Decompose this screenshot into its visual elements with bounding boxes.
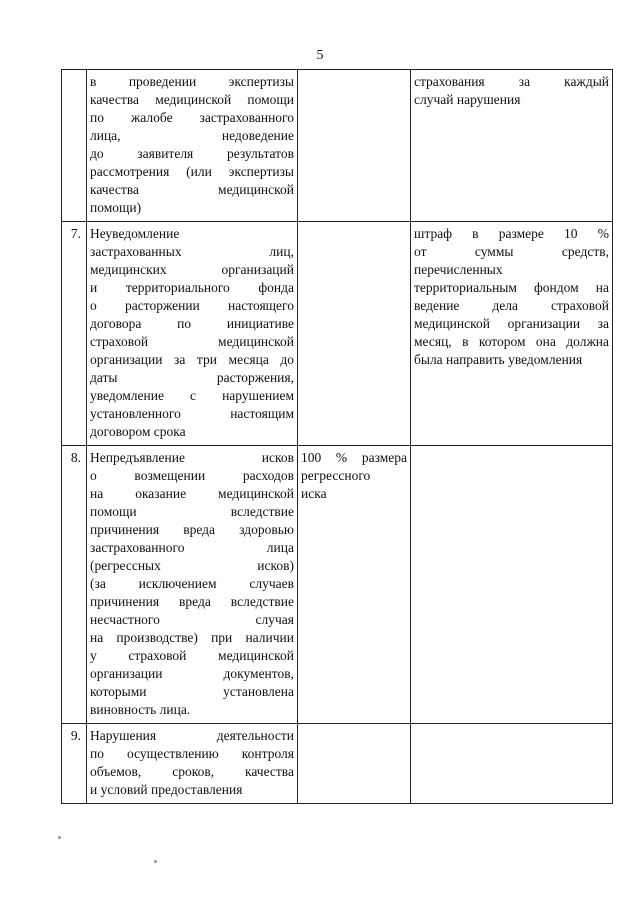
violation-description-line: о расторжении настоящего	[90, 298, 294, 313]
violation-description-line: организации за три месяца до	[90, 352, 294, 367]
violation-description-line: (регрессных исков)	[90, 558, 294, 573]
violation-description-line: страховой медицинской	[90, 334, 294, 349]
violation-description-line: уведомление с нарушением	[90, 388, 294, 403]
violation-description	[87, 446, 298, 724]
violation-description-line: на оказание медицинской	[90, 486, 294, 501]
violation-description-line: объемов, сроков, качества	[90, 764, 294, 779]
violation-description	[87, 222, 298, 446]
penalty-table	[61, 69, 613, 804]
violation-description-line: Нарушения деятельности	[90, 728, 294, 743]
table-row	[62, 724, 613, 804]
row-number	[62, 70, 87, 222]
penalty-percent-cell	[298, 446, 411, 724]
violation-description-line: договором срока	[90, 424, 186, 439]
penalty-fine-cell-line: медицинской организации за	[414, 316, 609, 331]
penalty-fine-cell-line: случай нарушения	[414, 92, 521, 107]
penalty-fine-cell-line: штраф в размере 10 %	[414, 226, 609, 241]
violation-description-line: на производстве) при наличии	[90, 630, 294, 645]
penalty-percent-cell	[298, 70, 411, 222]
violation-description-line: (за исключением случаев	[90, 576, 294, 591]
page-number: 5	[316, 48, 324, 63]
penalty-percent-cell-line: регрессного	[301, 468, 371, 483]
violation-description-line: у страховой медицинской	[90, 648, 294, 663]
violation-description-line: рассмотрения (или экспертизы	[90, 164, 294, 179]
violation-description-line: помощи)	[90, 200, 142, 215]
table-row	[62, 446, 613, 724]
violation-description-line: застрахованных лиц,	[90, 244, 294, 259]
penalty-percent-cell-line: 100 % размера	[301, 450, 407, 465]
violation-description-line: помощи вследствие	[90, 504, 294, 519]
row-number: 7.	[62, 222, 87, 446]
violation-description-line: договора по инициативе	[90, 316, 294, 331]
violation-description-line: организации документов,	[90, 666, 294, 681]
violation-description-line: лица, недоведение	[90, 128, 294, 143]
penalty-fine-cell-line: страхования за каждый	[414, 74, 609, 89]
table-row	[62, 222, 613, 446]
row-number: 8.	[62, 446, 87, 724]
violation-description-line: несчастного случая	[90, 612, 294, 627]
violation-description-line: виновность лица.	[90, 702, 191, 717]
penalty-fine-cell-line: ведение дела страховой	[414, 298, 609, 313]
violation-description-line: по осуществлению контроля	[90, 746, 294, 761]
violation-description-line: по жалобе застрахованного	[90, 110, 294, 125]
violation-description-line: в проведении экспертизы	[90, 74, 294, 89]
violation-description-line: до заявителя результатов	[90, 146, 294, 161]
penalty-fine-cell-line: территориальным фондом на	[414, 280, 609, 295]
penalty-fine-cell	[411, 446, 613, 724]
violation-description-line: качества медицинской помощи	[90, 92, 294, 107]
penalty-percent-cell-line: иска	[301, 486, 327, 501]
violation-description-line: установленного настоящим	[90, 406, 294, 421]
violation-description-line: медицинских организаций	[90, 262, 294, 277]
violation-description	[87, 724, 298, 804]
penalty-percent-cell	[298, 724, 411, 804]
penalty-fine-cell	[411, 70, 613, 222]
penalty-fine-cell-line: от суммы средств,	[414, 244, 609, 259]
penalty-fine-cell-line: месяц, в котором она должна	[414, 334, 609, 349]
penalty-percent-cell	[298, 222, 411, 446]
violation-description-line: и территориального фонда	[90, 280, 294, 295]
violation-description-line: качества медицинской	[90, 182, 294, 197]
violation-description-line: Неуведомление	[90, 226, 180, 241]
table-row	[62, 70, 613, 222]
penalty-fine-cell-line: перечисленных	[414, 262, 503, 277]
violation-description-line: Непредъявление исков	[90, 450, 294, 465]
violation-description-line: причинения вреда здоровью	[90, 522, 294, 537]
penalty-fine-cell	[411, 724, 613, 804]
violation-description-line: застрахованного лица	[90, 540, 294, 555]
penalty-fine-cell	[411, 222, 613, 446]
penalty-fine-cell-line: была направить уведомления	[414, 352, 583, 367]
violation-description-line: и условий предоставления	[90, 782, 243, 797]
row-number: 9.	[62, 724, 87, 804]
violation-description	[87, 70, 298, 222]
scan-speck	[58, 836, 61, 839]
violation-description-line: причинения вреда вследствие	[90, 594, 294, 609]
violation-description-line: даты расторжения,	[90, 370, 294, 385]
violation-description-line: которыми установлена	[90, 684, 294, 699]
scan-speck	[154, 860, 157, 863]
violation-description-line: о возмещении расходов	[90, 468, 294, 483]
